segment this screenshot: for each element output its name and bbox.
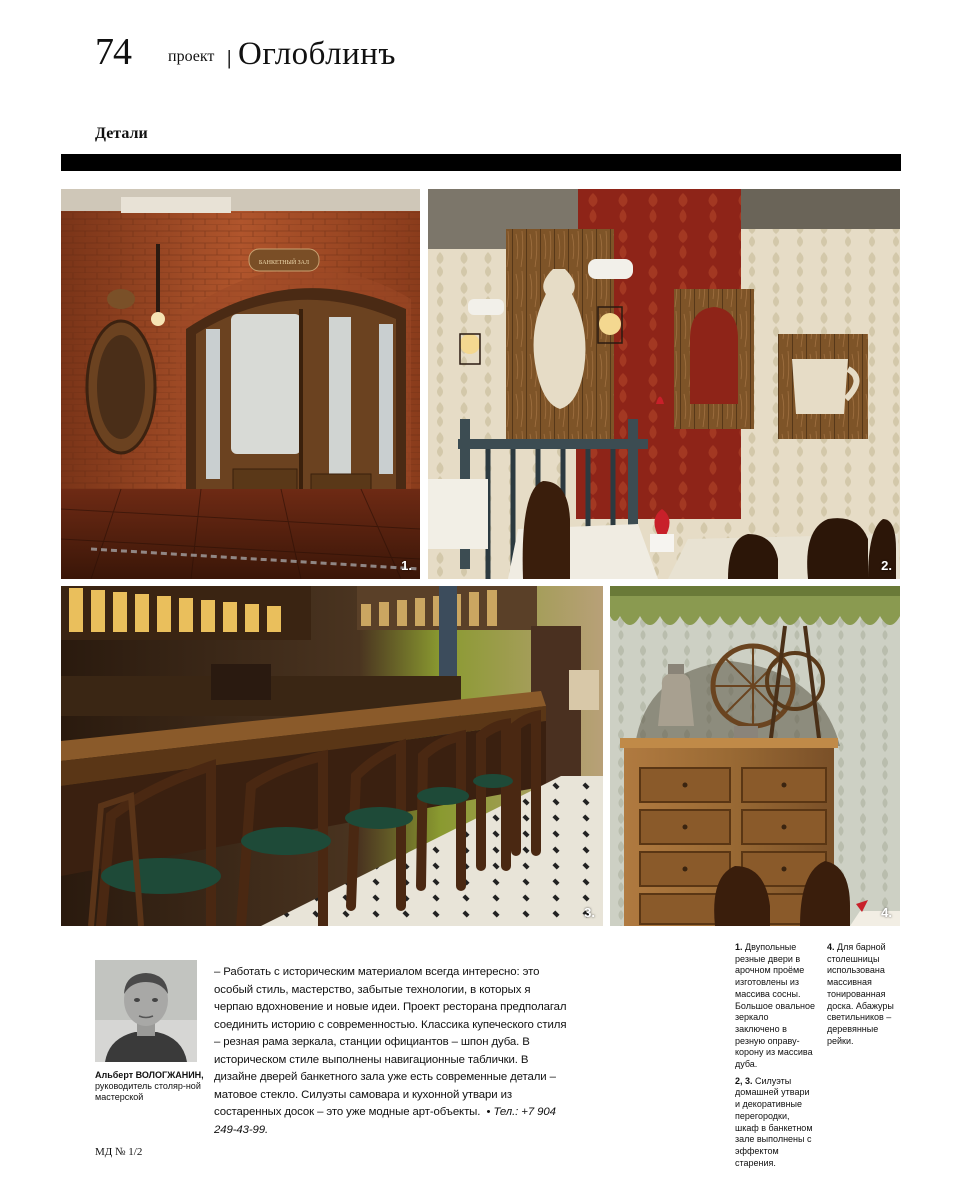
photo-wall-silhouettes [428, 189, 900, 579]
photo-bar-counter-image [61, 586, 603, 926]
note-item [735, 942, 815, 1071]
photo-aged-cabinet [610, 586, 900, 926]
note-number: 2, 3. [735, 1075, 753, 1086]
photo-banquet-doors [61, 189, 420, 579]
note-item [827, 942, 907, 1047]
note-item [735, 1076, 815, 1170]
author-role: руководитель столяр-ной мастерской [95, 1081, 201, 1102]
quote-bullet: • [486, 1106, 491, 1118]
photo-notes-column-2 [827, 942, 907, 1052]
author-portrait [95, 960, 197, 1062]
rubric-label: проект [168, 48, 215, 65]
note-number: 4. [827, 942, 835, 952]
note-text: Силуэты домашней утвари и декоративные перегородки, шкаф в банкетном зале выполнены с эффектом старения. [735, 1075, 813, 1168]
note-text: Для барной столешницы использована массивная тонированная доска. Абажуры светильников – деревянные рейки. [827, 942, 894, 1046]
photo1-sign-text: БАНКЕТНЫЙ ЗАЛ [258, 260, 310, 266]
quote-text: – Работать с историческим материалом всегда интересно: это особый стиль, мастерство, забытые технологии, в которых я черпаю вдохновение и новые идеи. Проект ресторана предполагал соединить историю с современностью. Классика купеческого стиля – резная рама зеркала, станции официантов – шпон дуба. В историческом стиле выполнены навигационные таблички. В дизайне дверей банкетного зала уже есть современные детали – матовое стекло. Силуэты самовара и кухонной утвари из состаренных досок – это уже модные арт-объекты. [214, 966, 567, 1118]
photo-number-2: 2. [881, 558, 892, 573]
author-portrait-image [95, 960, 197, 1062]
note-text: Двупольные резные двери в арочном проёме изготовлены из массива сосны. Большое овальное зеркало заключено в резную оправу-корону из массива дуба. [735, 942, 815, 1070]
photo-number-3: 3. [584, 905, 595, 920]
photo-number-4: 4. [881, 905, 892, 920]
section-label: Детали [95, 125, 148, 142]
photo-bar-counter [61, 586, 603, 926]
photo-notes-column-1 [735, 942, 815, 1174]
rubric-separator: | [227, 47, 232, 69]
author-quote [214, 964, 570, 1139]
photo-wall-silhouettes-image [428, 189, 900, 579]
photo-banquet-doors-image [61, 189, 420, 579]
note-number: 1. [735, 942, 743, 952]
quote-phone: Тел.: +7 904 249-43-99. [214, 1106, 556, 1136]
side-credit-mark [928, 1133, 936, 1157]
magazine-issue: МД № 1/2 [95, 1146, 143, 1158]
author-name: Альберт ВОЛОГЖАНИН, [95, 1070, 204, 1080]
section-rule [61, 154, 901, 171]
photo-aged-cabinet-image [610, 586, 900, 926]
page-number: 74 [95, 31, 131, 73]
photo-number-1: 1. [401, 558, 412, 573]
page-title: Оглоблинъ [238, 36, 396, 72]
author-caption [95, 1070, 215, 1103]
